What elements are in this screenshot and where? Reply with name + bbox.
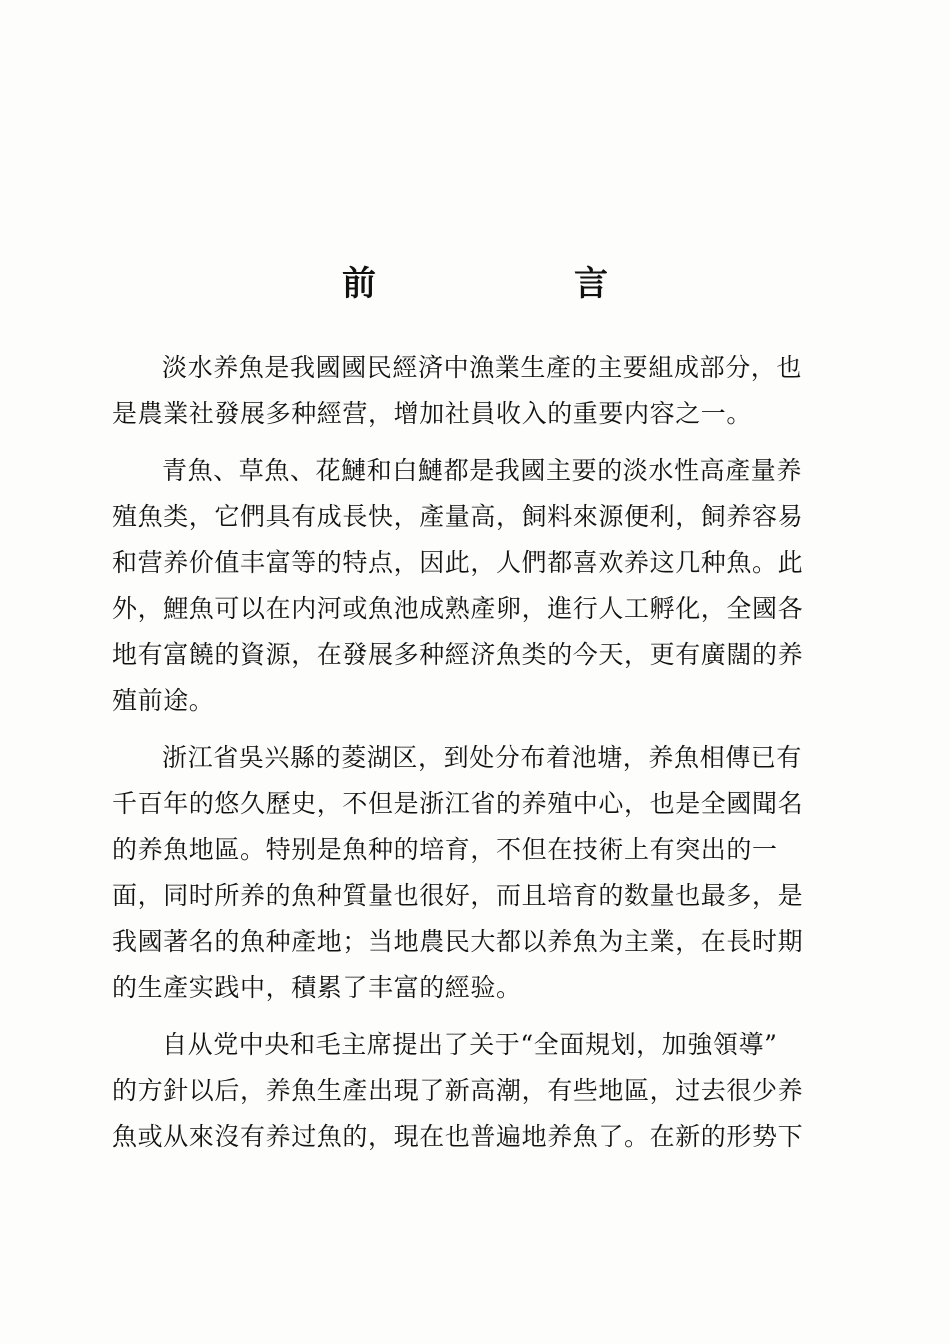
text-line: 和营养价值丰富等的特点，因此，人們都喜欢养这几种魚。此 bbox=[112, 548, 804, 577]
paragraph-2 bbox=[112, 448, 834, 724]
text-line: 的生產实践中，積累了丰富的經验。 bbox=[112, 973, 522, 1002]
text-line: 是農業社發展多种經营，增加社員收入的重要内容之一。 bbox=[112, 399, 753, 428]
text-line: 面，同时所养的魚种質量也很好，而且培育的数量也最多，是 bbox=[112, 881, 804, 910]
text-line: 浙江省吳兴縣的菱湖区，到处分布着池塘，养魚相傳已有 bbox=[162, 743, 803, 772]
text-line: 青魚、草魚、花鰱和白鰱都是我國主要的淡水性高產量养 bbox=[162, 456, 803, 485]
text-line: 的方針以后，养魚生產出現了新高潮，有些地區，过去很少养 bbox=[112, 1076, 804, 1105]
text-line: 殖魚类，它們具有成長快，產量高，飼料來源便利，飼养容易 bbox=[112, 502, 804, 531]
text-line: 地有富饒的資源，在發展多种經济魚类的今天，更有廣闊的养 bbox=[112, 640, 804, 669]
page-title: 前 言 bbox=[342, 264, 690, 304]
text-line: 千百年的悠久歷史，不但是浙江省的养殖中心，也是全國聞名 bbox=[112, 789, 804, 818]
text-line: 魚或从來沒有养过魚的，現在也普遍地养魚了。在新的形势下 bbox=[112, 1122, 804, 1151]
text-line: 外，鯉魚可以在内河或魚池成熟產卵，進行人工孵化，全國各 bbox=[112, 594, 804, 623]
text-line: 殖前途。 bbox=[112, 686, 215, 715]
text-line: 我國著名的魚种產地；当地農民大都以养魚为主業，在長时期 bbox=[112, 927, 804, 956]
page-body bbox=[112, 345, 834, 1160]
text-line: 自从党中央和毛主席提出了关于“全面規划，加強領導” bbox=[162, 1030, 778, 1059]
paragraph-3 bbox=[112, 735, 834, 1011]
paragraph-1 bbox=[112, 345, 834, 437]
text-line: 淡水养魚是我國國民經済中漁業生產的主要組成部分，也 bbox=[162, 353, 803, 382]
paragraph-4 bbox=[112, 1022, 834, 1160]
text-line: 的养魚地區。特别是魚种的培育，不但在技術上有突出的一 bbox=[112, 835, 778, 864]
